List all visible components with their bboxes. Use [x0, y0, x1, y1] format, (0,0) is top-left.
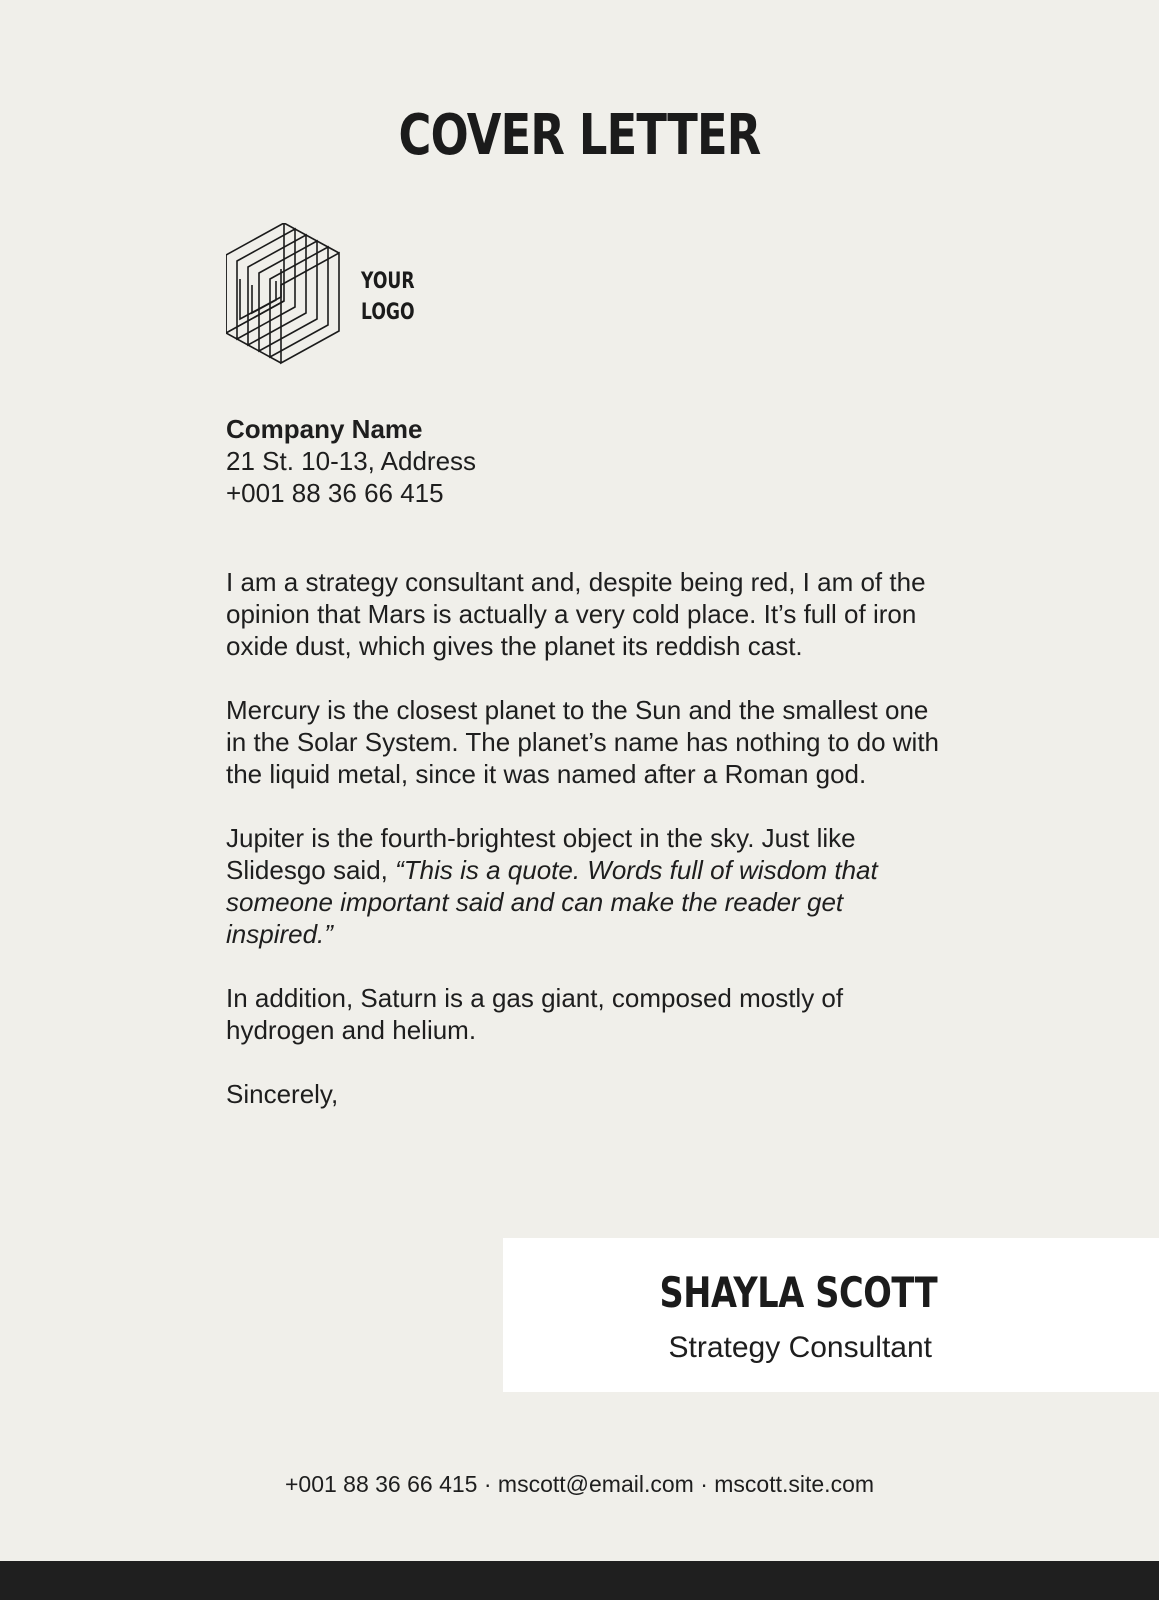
contact-separator: · [693, 1471, 715, 1497]
company-phone: +001 88 36 66 415 [226, 478, 444, 508]
letter-paragraph-4: In addition, Saturn is a gas giant, composed mostly of hydrogen and helium. [226, 983, 844, 1045]
company-name: Company Name [226, 414, 423, 444]
letter-quote: “This is a quote. Words full of wisdom that someone important said and can make the reader get inspired.” [226, 855, 878, 949]
company-address: 21 St. 10-13, Address [226, 446, 477, 476]
contact-email[interactable]: mscott@email.com [497, 1471, 694, 1497]
contact-line [0, 1469, 1159, 1499]
letter-paragraph-1: I am a strategy consultant and, despite being red, I am of the opinion that Mars is actually a very cold place. It’s full of iron oxide dust, which gives the planet its reddish cast. [226, 567, 926, 661]
letter-body [226, 566, 946, 1142]
footer-bar [0, 1561, 1159, 1600]
contact-phone: +001 88 36 66 415 [284, 1471, 478, 1497]
letter-paragraph-3 [226, 822, 946, 950]
contact-separator: · [477, 1471, 498, 1497]
page-title: COVER LETTER [398, 103, 761, 168]
letter-closing: Sincerely, [226, 1079, 339, 1109]
logo-text-line1: YOUR [361, 269, 415, 294]
logo-text [361, 266, 415, 328]
signature-card [503, 1238, 1159, 1392]
company-logo [226, 223, 426, 371]
contact-website[interactable]: mscott.site.com [714, 1471, 875, 1497]
signature-role: Strategy Consultant [668, 1331, 932, 1364]
logo-text-line2: LOGO [361, 300, 415, 325]
signature-name: SHAYLA SCOTT [659, 1268, 937, 1317]
paragraph-3-intro: Jupiter is the fourth-brightest object in the sky. Just like Slidesgo said, [226, 823, 856, 885]
company-block [226, 413, 476, 509]
hexagon-lines-logo-icon [226, 223, 356, 371]
letter-paragraph-2: Mercury is the closest planet to the Sun and the smallest one in the Solar System. The planet’s name has nothing to do with the liquid metal, since it was named after a Roman god. [226, 695, 940, 789]
